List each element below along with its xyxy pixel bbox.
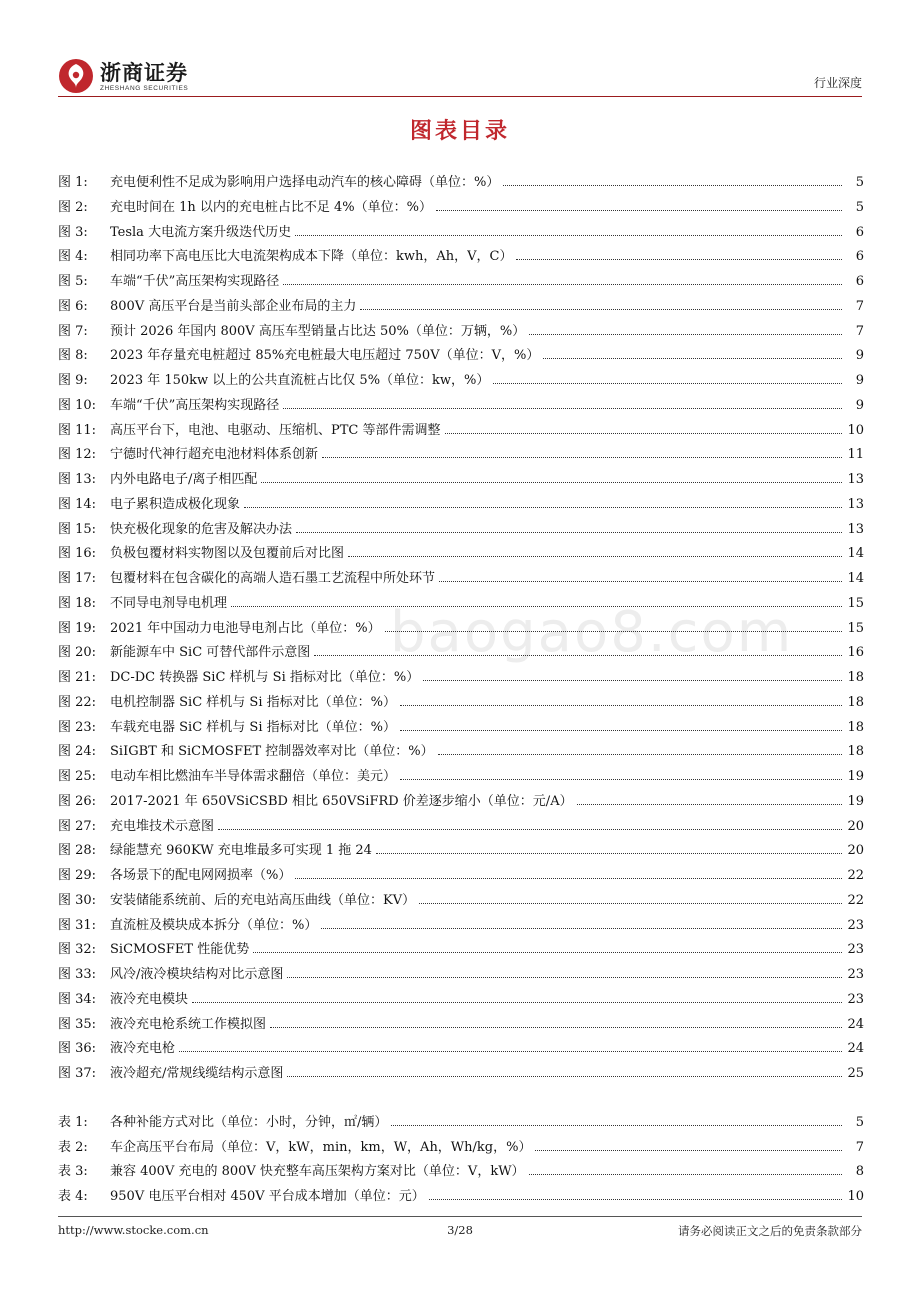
dot-leader (516, 258, 842, 260)
entry-title: 新能源车中 SiC 可替代部件示意图 (110, 645, 311, 661)
figure-entry[interactable] (58, 962, 864, 982)
dot-leader (529, 333, 842, 335)
entry-number: 图 17: (58, 571, 97, 586)
entry-number: 图 20: (58, 645, 97, 661)
dot-leader (439, 580, 842, 582)
entry-page-number: 22 (847, 868, 864, 883)
dot-leader (287, 1075, 842, 1077)
entry-number: 图 5: (58, 274, 88, 289)
logo-chinese-name: 浙商证券 (100, 60, 188, 85)
entry-number: 图 29: (58, 868, 97, 883)
dot-leader (400, 704, 842, 706)
entry-page-number: 7 (855, 298, 864, 314)
entry-page-number: 7 (855, 1139, 864, 1155)
dot-leader (314, 654, 842, 656)
entry-number: 图 32: (58, 942, 97, 958)
dot-leader (296, 531, 842, 533)
entry-title: 电子累积造成极化现象 (110, 496, 241, 512)
figure-entry[interactable] (58, 442, 864, 462)
entry-page-number: 20 (847, 843, 864, 859)
dot-leader (295, 234, 842, 236)
entry-number: 图 22: (58, 694, 97, 710)
entry-title: 兼容 400V 充电的 800V 快充整车高压架构方案对比（单位：V，kW） (110, 1164, 525, 1179)
entry-title: 液冷充电模块 (110, 991, 189, 1007)
figure-entry[interactable] (58, 690, 864, 710)
figure-entry[interactable] (58, 566, 864, 586)
page-title: 图表目录 (409, 118, 510, 144)
entry-page-number: 16 (847, 645, 864, 661)
figure-entry[interactable] (58, 591, 864, 611)
entry-title: 充电时间在 1h 以内的充电桩占比不足 4%（单位：%） (110, 199, 433, 215)
entry-page-number: 11 (847, 447, 864, 463)
table-entry[interactable] (58, 1159, 864, 1179)
dot-leader (287, 976, 842, 978)
dot-leader (438, 753, 842, 755)
figure-entry[interactable] (58, 739, 864, 759)
entry-page-number: 5 (855, 1115, 864, 1130)
dot-leader (322, 456, 842, 458)
entry-page-number: 6 (855, 249, 864, 265)
footer-page-number: 3/28 (447, 1223, 473, 1237)
entry-title: 预计 2026 年国内 800V 高压车型销量占比达 50%（单位：万辆，%） (110, 323, 526, 339)
figure-entry[interactable] (58, 294, 864, 314)
dot-leader (535, 1149, 842, 1151)
entry-page-number: 25 (847, 1066, 864, 1081)
entry-title: 车端“千伏”高压架构实现路径 (110, 397, 280, 413)
dot-leader (231, 605, 842, 607)
entry-page-number: 9 (855, 397, 864, 413)
entry-page-number: 15 (847, 620, 864, 636)
table-entry[interactable] (58, 1110, 864, 1130)
figure-entry[interactable] (58, 764, 864, 784)
entry-number: 图 11: (58, 422, 97, 438)
entry-title: 相同功率下高电压比大电流架构成本下降（单位：kwh，Ah，V，C） (110, 249, 513, 265)
dot-leader (391, 1124, 842, 1126)
figure-entry[interactable] (58, 665, 864, 685)
entry-number: 图 4: (58, 249, 88, 265)
entry-page-number: 23 (847, 917, 864, 933)
figure-entry[interactable] (58, 640, 864, 660)
entry-title: 液冷充电枪系统工作模拟图 (110, 1016, 267, 1032)
entry-number: 图 16: (58, 546, 97, 562)
figure-entry[interactable] (58, 863, 864, 883)
entry-page-number: 14 (847, 571, 864, 586)
entry-page-number: 24 (847, 1016, 864, 1032)
entry-page-number: 10 (847, 422, 864, 438)
entry-title: 安装储能系统前、后的充电站高压曲线（单位：KV） (110, 892, 416, 908)
entry-number: 图 24: (58, 744, 97, 760)
figure-entry[interactable] (58, 492, 864, 512)
entry-page-number: 18 (847, 744, 864, 760)
entry-number: 图 25: (58, 769, 97, 784)
entry-page-number: 15 (847, 595, 864, 611)
dot-leader (543, 357, 842, 359)
entry-title: SiIGBT 和 SiCMOSFET 控制器效率对比（单位：%） (110, 744, 434, 760)
entry-title: 各种补能方式对比（单位：小时，分钟，㎡/辆） (110, 1115, 388, 1130)
entry-number: 表 1: (58, 1115, 88, 1130)
figure-entry[interactable] (58, 987, 864, 1007)
entry-number: 图 23: (58, 719, 97, 735)
figure-entry[interactable] (58, 888, 864, 908)
figure-entry[interactable] (58, 838, 864, 858)
entry-page-number: 8 (855, 1164, 864, 1179)
entry-title: 负极包覆材料实物图以及包覆前后对比图 (110, 546, 345, 562)
entry-page-number: 5 (855, 175, 864, 190)
figure-entry[interactable] (58, 244, 864, 264)
company-logo (58, 58, 188, 94)
entry-page-number: 23 (847, 942, 864, 958)
dot-leader (429, 1198, 842, 1200)
entry-page-number: 10 (847, 1188, 864, 1204)
entry-number: 图 37: (58, 1066, 97, 1081)
dot-leader (192, 1001, 842, 1003)
figure-entry[interactable] (58, 418, 864, 438)
dot-leader (283, 283, 842, 285)
entry-title: 包覆材料在包含碳化的高端人造石墨工艺流程中所处环节 (110, 571, 436, 586)
entry-title: 车载充电器 SiC 样机与 Si 指标对比（单位：%） (110, 719, 396, 735)
entry-number: 图 15: (58, 521, 97, 537)
entry-title: 2023 年存量充电桩超过 85%充电桩最大电压超过 750V（单位：V，%） (110, 348, 540, 364)
figure-entry[interactable] (58, 517, 864, 537)
figure-entry[interactable] (58, 1012, 864, 1032)
entry-title: 2021 年中国动力电池导电剂占比（单位：%） (110, 620, 381, 636)
entry-title: 车企高压平台布局（单位：V，kW，min，km，W，Ah，Wh/kg，%） (110, 1139, 532, 1155)
entry-page-number: 19 (847, 769, 864, 784)
dot-leader (419, 902, 842, 904)
figure-entry[interactable] (58, 368, 864, 388)
entry-title: 液冷充电枪 (110, 1041, 176, 1057)
entry-page-number: 22 (847, 892, 864, 908)
dot-leader (321, 927, 842, 929)
entry-number: 表 4: (58, 1188, 88, 1204)
footer-url-link[interactable]: http://www.stocke.com.cn (58, 1223, 209, 1237)
dot-leader (376, 852, 842, 854)
dot-leader (283, 407, 842, 409)
table-entry[interactable] (58, 1184, 864, 1204)
document-type-label: 行业深度 (813, 76, 862, 90)
entry-title: 800V 高压平台是当前头部企业布局的主力 (110, 298, 357, 314)
entry-number: 图 35: (58, 1016, 97, 1032)
dot-leader (244, 506, 842, 508)
table-entry[interactable] (58, 1135, 864, 1155)
entry-number: 图 34: (58, 991, 97, 1007)
entry-number: 表 3: (58, 1164, 88, 1179)
entry-page-number: 9 (855, 373, 864, 388)
dot-leader (348, 555, 842, 557)
entry-number: 图 21: (58, 670, 97, 685)
entry-title: 各场景下的配电网网损率（%） (110, 868, 292, 883)
entry-title: 充电堆技术示意图 (110, 818, 215, 834)
dot-leader (529, 1173, 842, 1175)
dot-leader (503, 184, 842, 186)
entry-number: 图 19: (58, 620, 97, 636)
entry-title: 不同导电剂导电机理 (110, 595, 228, 611)
entry-number: 图 30: (58, 892, 97, 908)
dot-leader (218, 828, 842, 830)
header-divider (58, 96, 862, 97)
entry-page-number: 9 (855, 348, 864, 364)
figure-entry[interactable] (58, 269, 864, 289)
dot-leader (261, 481, 842, 483)
figure-entry[interactable] (58, 467, 864, 487)
entry-number: 图 7: (58, 323, 88, 339)
figure-entry[interactable] (58, 1036, 864, 1056)
dot-leader (436, 209, 842, 211)
entry-title: 液冷超充/常规线缆结构示意图 (110, 1066, 284, 1081)
entry-number: 图 27: (58, 818, 97, 834)
entry-title: 2023 年 150kw 以上的公共直流桩占比仅 5%（单位：kw，%） (110, 373, 490, 388)
figure-entry[interactable] (58, 913, 864, 933)
entry-page-number: 18 (847, 694, 864, 710)
dot-leader (179, 1050, 842, 1052)
entry-page-number: 14 (847, 546, 864, 562)
entry-page-number: 23 (847, 991, 864, 1007)
figure-entry[interactable] (58, 170, 864, 190)
entry-number: 图 36: (58, 1041, 97, 1057)
entry-number: 图 8: (58, 348, 88, 364)
figure-entry[interactable] (58, 789, 864, 809)
figure-entry[interactable] (58, 937, 864, 957)
page-header (58, 52, 862, 96)
watermark: baogao8.com (390, 600, 794, 665)
entry-page-number: 5 (855, 199, 864, 215)
logo-english-name: ZHESHANG SECURITIES (100, 84, 189, 92)
entry-number: 图 31: (58, 917, 97, 933)
figure-entry[interactable] (58, 1061, 864, 1081)
entry-page-number: 13 (847, 496, 864, 512)
figure-entry[interactable] (58, 220, 864, 240)
figure-entry[interactable] (58, 715, 864, 735)
entry-number: 图 33: (58, 967, 97, 982)
entry-page-number: 18 (847, 719, 864, 735)
dot-leader (295, 877, 842, 879)
entry-title: Tesla 大电流方案升级迭代历史 (110, 224, 292, 240)
figure-entry[interactable] (58, 814, 864, 834)
entry-page-number: 19 (847, 793, 864, 809)
dot-leader (385, 630, 842, 632)
dot-leader (400, 778, 842, 780)
entry-title: 电动车相比燃油车半导体需求翻倍（单位：美元） (110, 769, 397, 784)
entry-number: 图 3: (58, 224, 88, 240)
footer-divider (58, 1216, 862, 1217)
entry-page-number: 13 (847, 521, 864, 537)
entry-title: 车端“千伏”高压架构实现路径 (110, 274, 280, 289)
entry-page-number: 6 (855, 224, 864, 240)
dot-leader (423, 679, 842, 681)
dot-leader (577, 803, 842, 805)
entry-title: DC-DC 转换器 SiC 样机与 Si 指标对比（单位：%） (110, 670, 420, 685)
entry-number: 图 2: (58, 199, 88, 215)
entry-page-number: 23 (847, 967, 864, 982)
entry-number: 图 13: (58, 472, 97, 487)
entry-title: 直流桩及模块成本拆分（单位：%） (110, 917, 318, 933)
entry-number: 图 26: (58, 793, 97, 809)
footer-disclaimer: 请务必阅读正文之后的免责条款部分 (678, 1224, 862, 1238)
entry-title: 宁德时代神行超充电池材料体系创新 (110, 447, 319, 463)
entry-number: 图 9: (58, 373, 88, 388)
entry-title: 风冷/液冷模块结构对比示意图 (110, 967, 284, 982)
entry-title: 高压平台下，电池、电驱动、压缩机、PTC 等部件需调整 (110, 422, 441, 438)
figure-entry[interactable] (58, 319, 864, 339)
entry-number: 图 12: (58, 447, 97, 463)
entry-page-number: 7 (855, 323, 864, 339)
entry-title: 绿能慧充 960KW 充电堆最多可实现 1 拖 24 (110, 843, 372, 859)
entry-title: 充电便利性不足成为影响用户选择电动汽车的核心障碍（单位：%） (110, 175, 500, 190)
entry-number: 图 1: (58, 175, 88, 190)
dot-leader (270, 1026, 842, 1028)
entry-number: 图 14: (58, 496, 97, 512)
figure-entry[interactable] (58, 393, 864, 413)
entry-title: SiCMOSFET 性能优势 (110, 942, 250, 958)
dot-leader (253, 951, 842, 953)
entry-number: 图 10: (58, 397, 97, 413)
entry-number: 图 18: (58, 595, 97, 611)
figure-entry[interactable] (58, 541, 864, 561)
entry-number: 表 2: (58, 1139, 88, 1155)
figure-entry[interactable] (58, 616, 864, 636)
dot-leader (360, 308, 842, 310)
entry-number: 图 6: (58, 298, 88, 314)
figure-entry[interactable] (58, 343, 864, 363)
entry-title: 电机控制器 SiC 样机与 Si 指标对比（单位：%） (110, 694, 396, 710)
entry-page-number: 6 (855, 274, 864, 289)
dot-leader (445, 432, 843, 434)
entry-page-number: 18 (847, 670, 864, 685)
entry-title: 快充极化现象的危害及解决办法 (110, 521, 293, 537)
entry-number: 图 28: (58, 843, 97, 859)
dot-leader (493, 382, 842, 384)
figure-entry[interactable] (58, 195, 864, 215)
entry-title: 950V 电压平台相对 450V 平台成本增加（单位：元） (110, 1188, 425, 1204)
entry-page-number: 20 (847, 818, 864, 834)
entry-title: 2017-2021 年 650VSiCSBD 相比 650VSiFRD 价差逐步缩小（单位：元/A） (110, 793, 573, 809)
dot-leader (400, 729, 842, 731)
zheshang-logo-icon (58, 58, 94, 94)
entry-title: 内外电路电子/离子相匹配 (110, 472, 258, 487)
entry-page-number: 13 (847, 472, 864, 487)
entry-page-number: 24 (847, 1041, 864, 1057)
